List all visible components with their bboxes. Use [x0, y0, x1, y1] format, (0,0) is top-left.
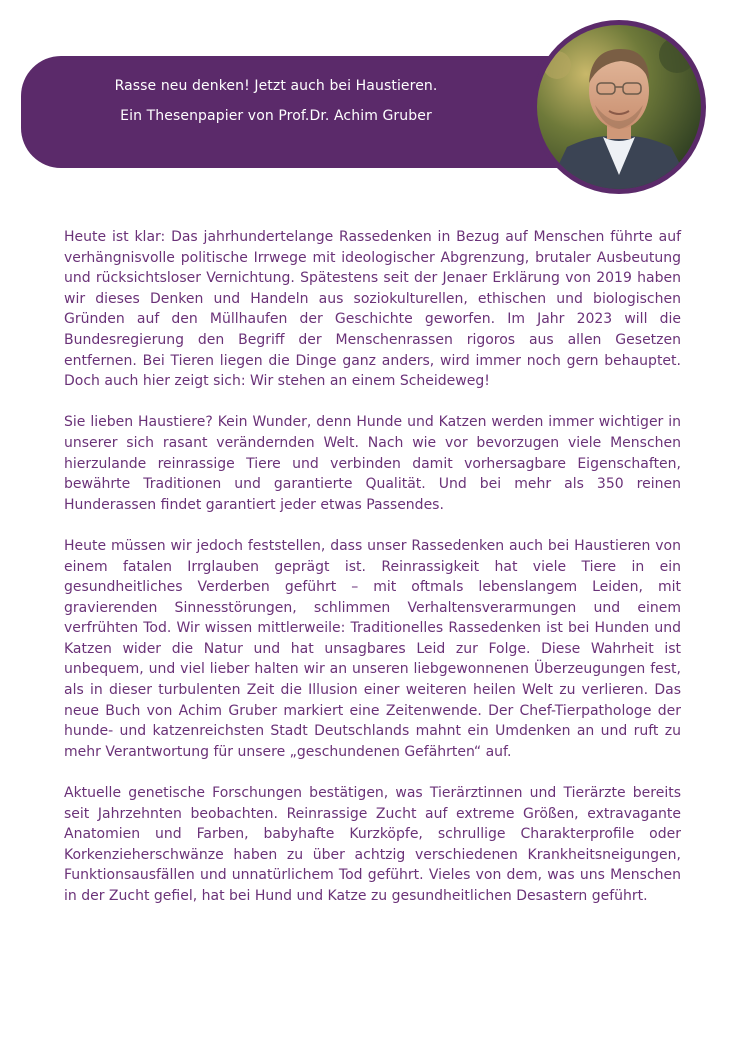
paragraph: Aktuelle genetische Forschungen bestätigen, was Tierärztinnen und Tierärzte bereits seit Jahrzehnten beobachten. Reinrassige Zucht auf extreme Größen, extravagante Anatomien und Farben, babyhafte Kurzköpfe, schrullige Charakterprofile oder Korkenzieherschwänze haben zu über achtzig verschiedenen Krankheitsneigungen, Funktionsausfällen und unnatürlichem Tod geführt. Vieles von dem, was uns Menschen in der Zucht gefiel, hat bei Hund und Katze zu gesundheitlichen Desastern geführt. — [64, 785, 681, 904]
body-text — [64, 227, 681, 927]
header-banner — [21, 56, 621, 168]
paragraph: Heute ist klar: Das jahrhundertelange Rassedenken in Bezug auf Menschen führte auf verhängnisvolle politische Irrwege mit ideologischer Abgrenzung, brutaler Ausbeutung und rücksichtsloser Vernichtung. Spätestens seit der Jenaer Erklärung von 2019 haben wir dieses Denken und Handeln aus soziokulturellen, ethischen und biologischen Gründen auf den Müllhaufen der Geschichte geworfen. Im Jahr 2023 will die Bundesregierung den Begriff der Menschenrassen rigoros aus allen Gesetzen entfernen. Bei Tieren liegen die Dinge ganz anders, wird immer noch gern behauptet. Doch auch hier zeigt sich: Wir stehen an einem Scheideweg! — [64, 229, 681, 390]
paragraph: Sie lieben Haustiere? Kein Wunder, denn Hunde und Katzen werden immer wichtiger in unserer sich rasant verändernden Welt. Nach wie vor bevorzugen viele Menschen hierzulande reinrassige Tiere und verbinden damit vorhersagbare Eigenschaften, bewährte Traditionen und garantierte Qualität. Und bei mehr als 350 reinen Hunderassen findet garantiert jeder etwas Passendes. — [64, 414, 681, 513]
author-portrait — [532, 20, 706, 194]
header-title: Rasse neu denken! Jetzt auch bei Haustieren. — [114, 78, 438, 94]
portrait-photo — [537, 25, 701, 189]
paragraph: Heute müssen wir jedoch feststellen, dass unser Rassedenken auch bei Haustieren von einem fatalen Irrglauben geprägt ist. Reinrassigkeit hat viele Tiere in ein gesundheitliches Verderben geführt – mit oftmals lebenslangem Leiden, mit gravierenden Sinnesstörungen, schlimmen Verhaltensverarmungen und einem verfrühten Tod. Wir wissen mittlerweile: Traditionelles Rassedenken ist bei Hunden und Katzen wider die Natur und hat unsagbares Leid zur Folge. Diese Wahrheit ist unbequem, und viel lieber halten wir an unseren liebgewonnenen Überzeugungen fest, als in dieser turbulenten Zeit die Illusion einer weiteren heilen Welt zu verlieren. Das neue Buch von Achim Gruber markiert eine Zeitenwende. Der Chef-Tierpathologe der hunde- und katzenreichsten Stadt Deutschlands mahnt ein Umdenken an und ruft zu mehr Verantwortung für unsere „geschundenen Gefährten“ auf. — [64, 537, 681, 760]
header-subtitle: Ein Thesenpapier von Prof.Dr. Achim Gruber — [120, 108, 432, 124]
